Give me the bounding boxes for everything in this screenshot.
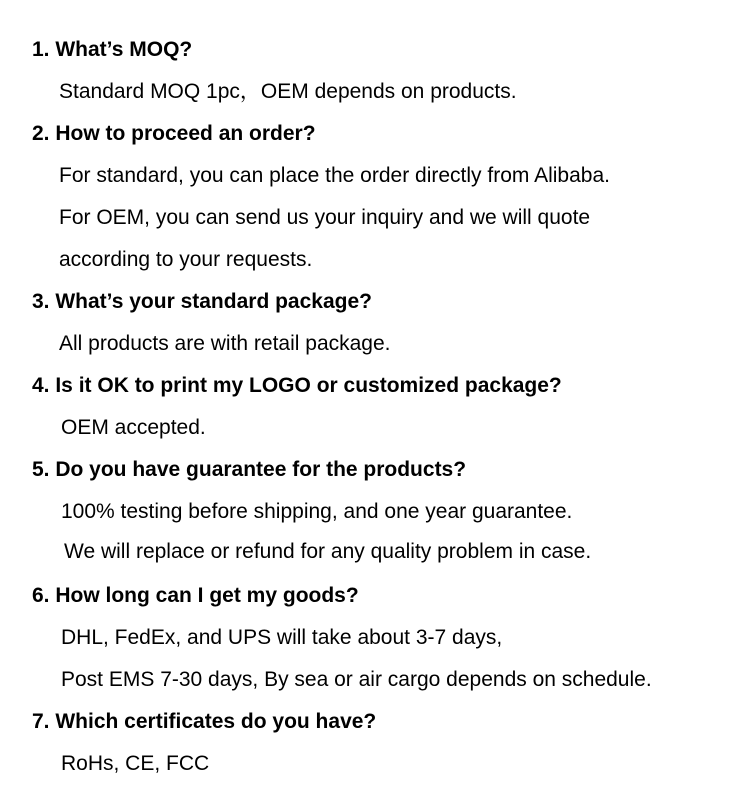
faq-answer-2-line-3: according to your requests. bbox=[59, 248, 313, 271]
faq-answer-2-line-1: For standard, you can place the order directly from Alibaba. bbox=[59, 164, 610, 187]
faq-answer-6-line-2: Post EMS 7-30 days, By sea or air cargo depends on schedule. bbox=[61, 668, 652, 691]
faq-answer-2-line-2: For OEM, you can send us your inquiry and we will quote bbox=[59, 206, 591, 229]
faq-question-7: 7. Which certificates do you have? bbox=[32, 710, 377, 733]
faq-answer-7-line-1: RoHs, CE, FCC bbox=[61, 752, 210, 775]
faq-question-4: 4. Is it OK to print my LOGO or customized package? bbox=[32, 374, 562, 397]
faq-answer-4-line-1: OEM accepted. bbox=[61, 416, 206, 439]
faq-answer-5-line-1: 100% testing before shipping, and one year guarantee. bbox=[61, 500, 573, 523]
faq-question-5: 5. Do you have guarantee for the products? bbox=[32, 458, 467, 481]
faq-question-3: 3. What’s your standard package? bbox=[32, 290, 372, 313]
faq-answer-6-line-1: DHL, FedEx, and UPS will take about 3-7 days, bbox=[61, 626, 503, 649]
faq-answer-5-line-2: We will replace or refund for any quality problem in case. bbox=[64, 540, 592, 563]
faq-answer-3-line-1: All products are with retail package. bbox=[59, 332, 391, 355]
faq-question-6: 6. How long can I get my goods? bbox=[32, 584, 359, 607]
faq-question-2: 2. How to proceed an order? bbox=[32, 122, 316, 145]
faq-answer-1-line-1: Standard MOQ 1pc，OEM depends on products. bbox=[59, 80, 517, 103]
faq-question-1: 1. What’s MOQ? bbox=[32, 38, 193, 61]
